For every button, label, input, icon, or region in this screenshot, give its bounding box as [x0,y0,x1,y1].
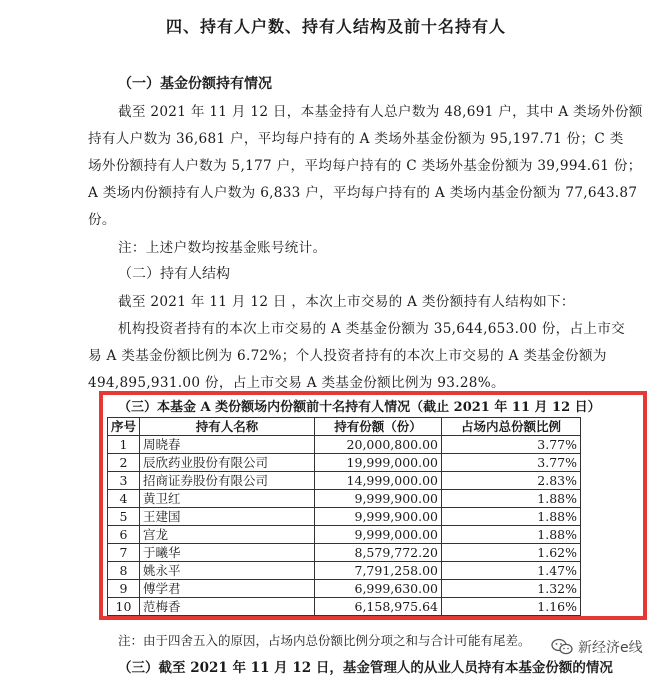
table-row [108,544,581,562]
row-number: 4 [108,490,140,508]
section-heading-holding: （一）基金份额持有情况 [118,76,272,92]
holding-shares: 14,999,000.00 [315,472,442,490]
paragraph-line: 场外份额持有人户数为 5,177 户，平均每户持有的 C 类场外基金份额为 39,994.61 份； [88,158,642,174]
table-row [108,598,581,616]
table-header-row [108,418,581,436]
note-text: 注：上述户数均按基金账号统计。 [118,240,327,256]
holding-ratio: 3.77% [442,436,581,454]
holder-name: 黄卫红 [140,490,315,508]
top-ten-holders-table [107,417,581,616]
table-caption: （三）本基金 A 类份额场内份额前十名持有人情况（截止 2021 年 11 月 12 日） [118,400,601,415]
holding-shares: 19,999,000.00 [315,454,442,472]
column-header: 持有人名称 [140,418,315,436]
paragraph-line: 持有人户数为 36,681 户，平均每户持有的 A 类场外基金份额为 95,197.71 份；C 类 [88,131,624,147]
row-number: 6 [108,526,140,544]
holding-shares: 6,999,630.00 [315,580,442,598]
holder-name: 辰欣药业股份有限公司 [140,454,315,472]
table-row [108,562,581,580]
table-row [108,526,581,544]
section-heading-structure: （二）持有人结构 [118,266,230,282]
row-number: 10 [108,598,140,616]
row-number: 9 [108,580,140,598]
paragraph-line: 易 A 类基金份额比例为 6.72%；个人投资者持有的本次上市交易的 A 类基金份额为 [88,348,607,364]
holder-name: 傅学君 [140,580,315,598]
table-row [108,436,581,454]
holder-name: 范梅香 [140,598,315,616]
row-number: 5 [108,508,140,526]
holder-name: 周晓春 [140,436,315,454]
table-row [108,580,581,598]
row-number: 7 [108,544,140,562]
holding-ratio: 1.47% [442,562,581,580]
holding-ratio: 3.77% [442,454,581,472]
row-number: 3 [108,472,140,490]
row-number: 2 [108,454,140,472]
wechat-icon [551,638,573,656]
table-note: 注：由于四舍五入的原因，占场内总份额比例分项之和与合计可能有尾差。 [118,633,531,648]
table-row [108,454,581,472]
holding-shares: 9,999,900.00 [315,490,442,508]
holder-name: 于曦华 [140,544,315,562]
holding-ratio: 1.62% [442,544,581,562]
watermark-text: 新经济e线 [578,640,643,656]
holding-shares: 6,158,975.64 [315,598,442,616]
page-title: 四、持有人户数、持有人结构及前十名持有人 [165,17,506,36]
column-header: 序号 [108,418,140,436]
table-row [108,490,581,508]
holding-shares: 7,791,258.00 [315,562,442,580]
holder-name: 王建国 [140,508,315,526]
holding-ratio: 2.83% [442,472,581,490]
holding-shares: 9,999,000.00 [315,526,442,544]
paragraph-line: 截至 2021 年 11 月 12 日，本基金持有人总户数为 48,691 户，其中 A 类场外份额 [118,104,643,120]
holding-shares: 9,999,900.00 [315,508,442,526]
table-row [108,472,581,490]
holder-name: 姚永平 [140,562,315,580]
holding-ratio: 1.32% [442,580,581,598]
holding-ratio: 1.88% [442,526,581,544]
column-header: 持有份额（份） [315,418,442,436]
paragraph-line: 截至 2021 年 11 月 12 日 ，本次上市交易的 A 类份额持有人结构如下： [118,294,575,310]
holding-shares: 20,000,800.00 [315,436,442,454]
table-row [108,508,581,526]
holding-ratio: 1.16% [442,598,581,616]
section-heading-staff: （三）截至 2021 年 11 月 12 日，基金管理人的从业人员持有本基金份额的情况 [118,660,613,676]
paragraph-line: A 类场内份额持有人户数为 6,833 户，平均每户持有的 A 类场内基金份额为 77,643.87 [88,185,638,201]
row-number: 1 [108,436,140,454]
holding-ratio: 1.88% [442,490,581,508]
holder-name: 宫龙 [140,526,315,544]
holding-shares: 8,579,772.20 [315,544,442,562]
paragraph-line: 494,895,931.00 份，占上市交易 A 类基金份额比例为 93.28%。 [88,375,505,391]
paragraph-line: 机构投资者持有的本次上市交易的 A 类基金份额为 35,644,653.00 份，占上市交 [118,321,626,337]
holding-ratio: 1.88% [442,508,581,526]
paragraph-line: 份。 [88,212,116,228]
holder-name: 招商证券股份有限公司 [140,472,315,490]
column-header: 占场内总份额比例 [442,418,581,436]
row-number: 8 [108,562,140,580]
watermark [551,637,643,657]
